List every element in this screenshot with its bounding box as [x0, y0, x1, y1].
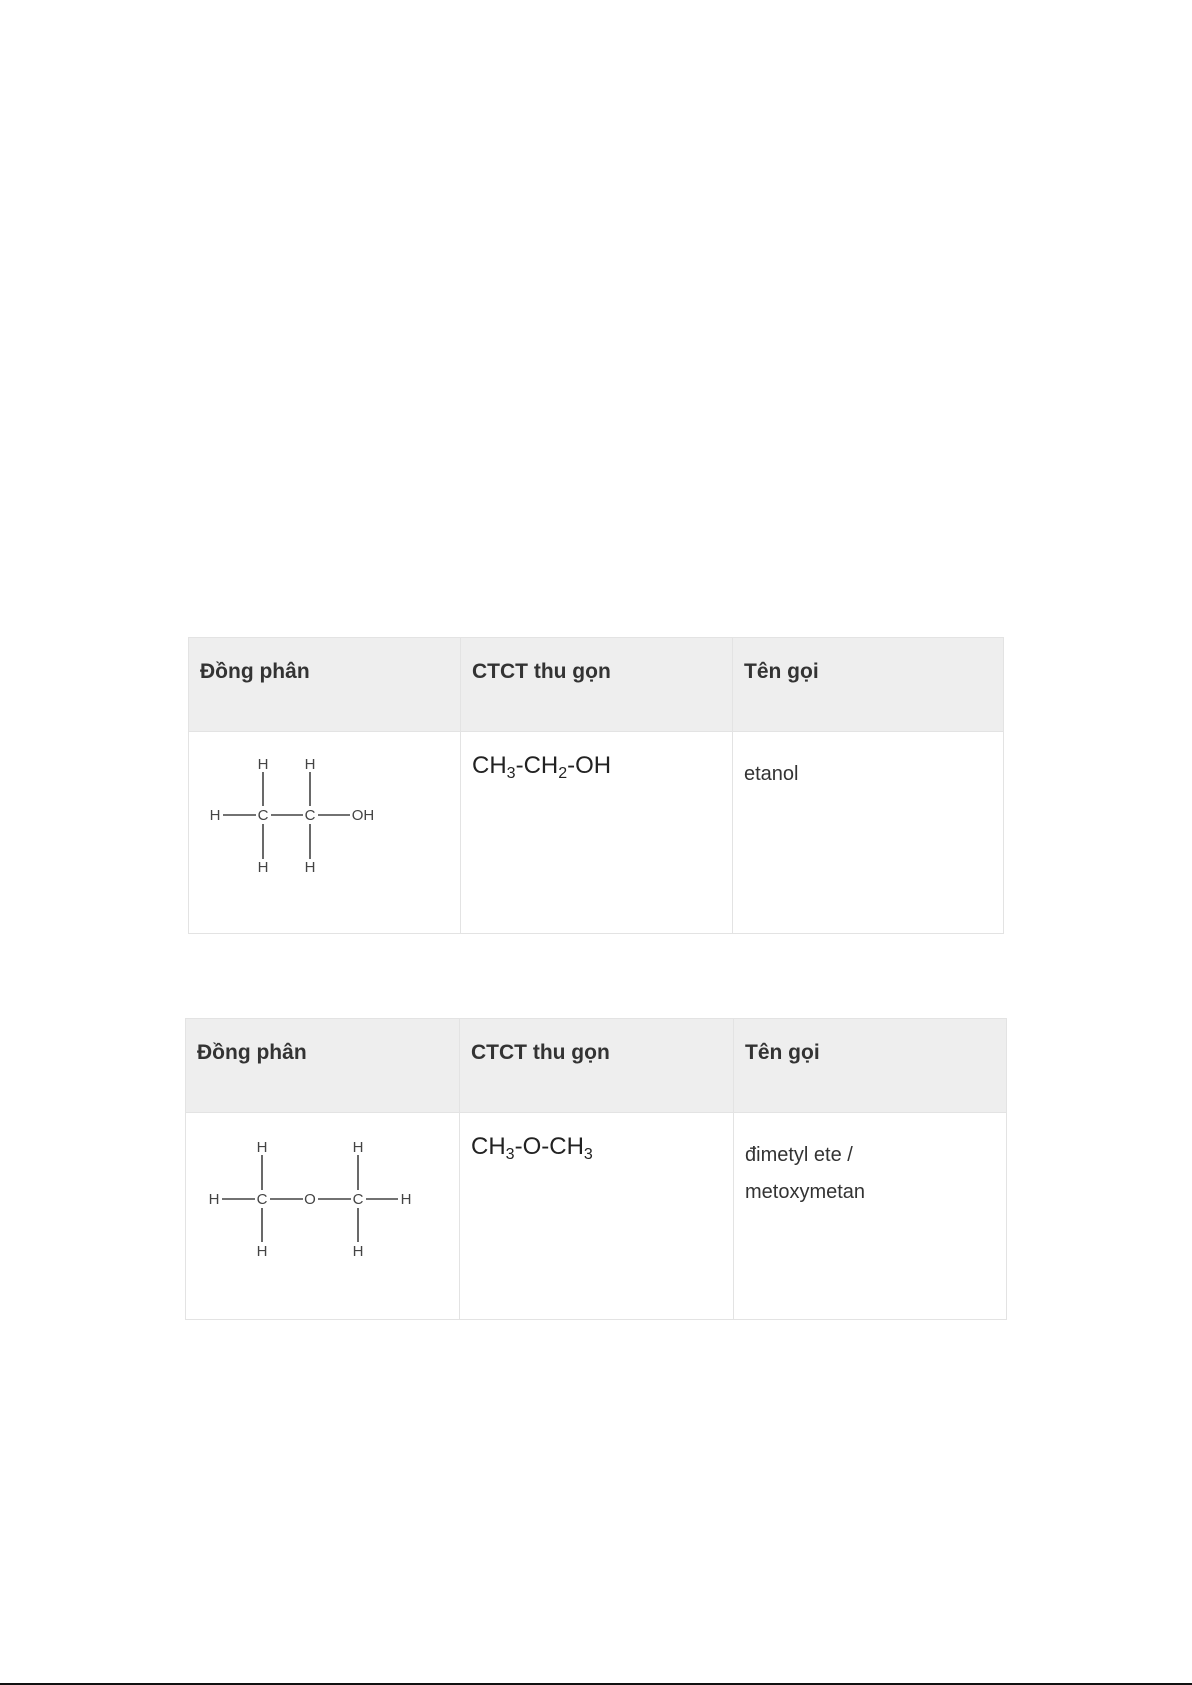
dimethyl-ether-structure-diagram: [186, 1113, 460, 1313]
structural-formula-cell: [186, 1113, 460, 1320]
isomer-table-dimethyl-ether: [185, 1018, 1007, 1320]
compound-name-line: metoxymetan: [745, 1181, 866, 1203]
header-isomer: Đồng phân: [186, 1019, 460, 1113]
condensed-formula: $CH_3-CH_2-OH$: [472, 752, 612, 782]
atom-label: O: [304, 1191, 316, 1208]
atom-label: H: [352, 1139, 364, 1156]
atom-label: C: [352, 1191, 364, 1208]
atom-label: H: [304, 859, 316, 876]
header-name: Tên gọi: [733, 638, 1004, 732]
compound-name-line: đimetyl ete /: [745, 1144, 853, 1166]
atom-label: OH: [351, 807, 375, 824]
ethanol-structure-diagram: [189, 732, 461, 927]
table-header-row: [186, 1019, 1007, 1113]
compound-name-cell: [733, 732, 1004, 934]
compound-name: etanol: [744, 763, 799, 785]
atom-label: H: [208, 1191, 220, 1208]
header-condensed-formula: CTCT thu gọn: [460, 1019, 734, 1113]
atom-label: C: [256, 1191, 268, 1208]
atom-label: C: [257, 807, 269, 824]
condensed-formula-cell: [460, 1113, 734, 1320]
table-row: [186, 1113, 1007, 1320]
atom-label: H: [257, 859, 269, 876]
atom-label: C: [304, 807, 316, 824]
table-row: [189, 732, 1004, 934]
compound-name-cell: [734, 1113, 1007, 1320]
atom-label: H: [257, 756, 269, 773]
header-condensed-formula: CTCT thu gọn: [461, 638, 733, 732]
compound-name: [745, 1113, 995, 1211]
header-name: Tên gọi: [734, 1019, 1007, 1113]
atom-label: H: [304, 756, 316, 773]
atom-label: H: [256, 1243, 268, 1260]
isomer-table-ethanol: [188, 637, 1004, 934]
condensed-formula: $CH_3-O-CH_3$: [471, 1133, 593, 1163]
condensed-formula-cell: [461, 732, 733, 934]
atom-label: H: [400, 1191, 412, 1208]
atom-label: H: [209, 807, 221, 824]
atom-label: H: [352, 1243, 364, 1260]
table-header-row: [189, 638, 1004, 732]
structural-formula-cell: [189, 732, 461, 934]
atom-label: H: [256, 1139, 268, 1156]
header-isomer: Đồng phân: [189, 638, 461, 732]
